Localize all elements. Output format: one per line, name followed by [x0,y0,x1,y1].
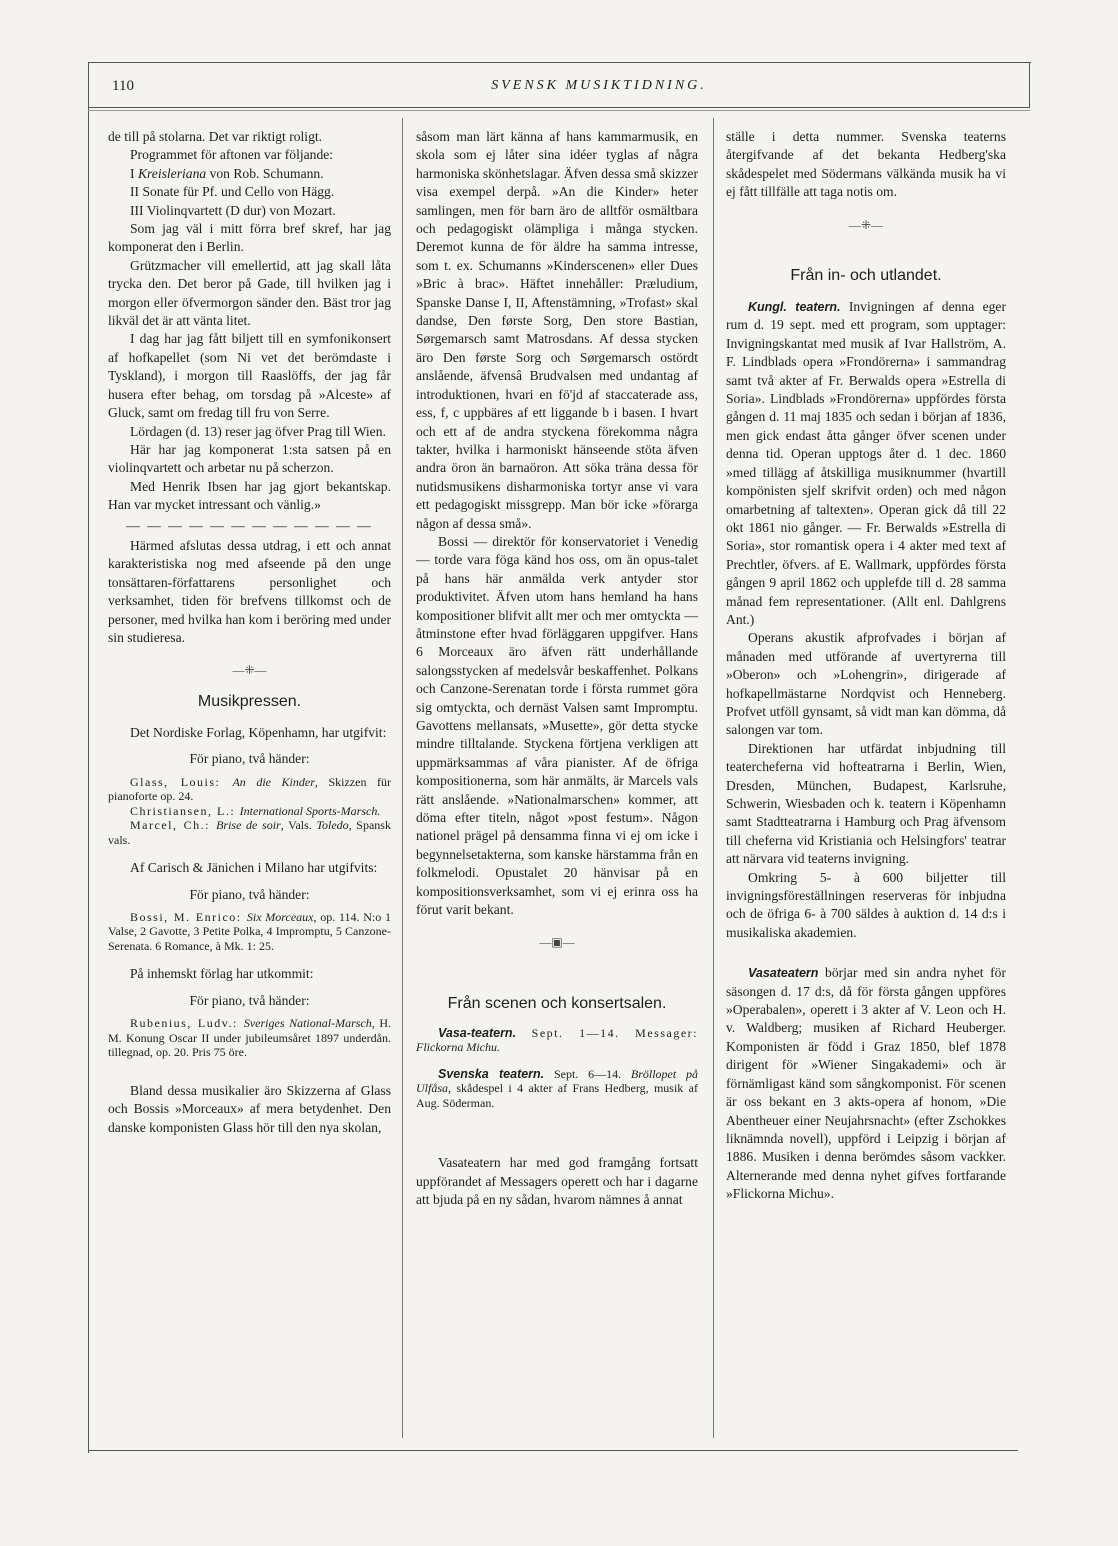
running-title: SVENSK MUSIKTIDNING. [491,78,707,93]
paragraph: Direktionen har utfärdat inbjudning till teatercheferna vid hofteatrarna i Berlin, Wien, Dresden, München, Budapest, Karlsruhe, Schwerin, Wiesbaden och k. teatern i Köpenhamn samt Stadtteatrarna i Hamburg och Prag äfvensom till cheferna vid Kristiania och Helsingfors' teatrar att närvara vid teaterns invigning. [726,740,1006,867]
listing-vasa: Vasa-teatern. Sept. 1—14. Messager: Flickorna Michu. [416,1025,698,1055]
paragraph: Vasateatern har med god framgång fortsatt uppförandet af Messagers operett och har i dagarne att bjuda på en ny sådan, hvarom nämnes å annat [416,1155,698,1208]
page-frame-bottom [88,1450,1018,1451]
paragraph: Här har jag komponerat 1:sta satsen på en violinqvartett och arbetar nu på scherzon. [108,441,391,476]
section-title-utlandet: Från in- och utlandet. [790,267,942,285]
catalog-entry: Christiansen, L.: International Sports-Marsch. [130,803,381,818]
paragraph: Som jag väl i mitt förra bref skref, har jag komponerat den i Berlin. [108,221,391,255]
paragraph: Härmed afslutas dessa utdrag, i ett och annat karakteristiska nog med afseende på den unge tonsättaren-författarens personlighet och verksamhet, tiden för brefvens tillkomst och de personer, med hvilka han kom i beröring med under sin studieresa. [108,537,391,645]
subheading: För piano, två händer: [189,992,310,1008]
paragraph: såsom man lärt känna af hans kammarmusik, en skola som ej låter sina idéer tyglas af några harmoniska skönhetslagar. Äfven dessa små skizzer visa exempel derpå. »An die Kinder» heter samlingen, men för barn äro de alltför osmältbara och pedagogiskt olämpliga i många stycken. Deremot kunna de för äldre ha samma intresse, som t. ex. Schumanns »Kinderscenen» eller Dues »Bric à brac». Häftet innehåller: Præludium, Spanske Danse I, II, Aftenstämning, »Trofast» skal dandse, Den første Sorg, Den store Bastian, Sørgemarsch samt Matrosdans. Af dessa stycken äro Den første Sorg och Sørgemarsch ostördt anslående, äfvensâ Brudvalsen med undantag af introduktionen, hvari en fö'jd af staccaterade ass, ess, f, c uppbäres af ett liggande b i basen. I hvart och ett af de andra styckena förekomma några takter, hvilka i harmoniskt hänseende stöta äfven andra öron än barnaöron. Att söka träna dessa för nutidsmusikens disharmoniska tortyr anse vi vara ett pedagogiskt missgrepp. Man bör icke »förarga någon af dessa små». [416,129,698,531]
ornament-separator: —⁜— [848,217,884,232]
catalog-entry: Rubenius, Ludv.: Sveriges National-Marsch, H. M. Konung Oscar II under jubileumsåret 1897 underdån. tillegnad, op. 20. Pris 75 öre. [108,1016,391,1060]
listing-svenska: Svenska teatern. Sept. 6—14. Bröllopet på Ulfåsa, skådespel i 4 akter af Frans Hedberg, musik af Aug. Söderman. [416,1066,698,1110]
paragraph: Grützmacher vill emellertid, att jag skall låta trycka den. Det beror på Gade, till hvilken jag i morgon eller öfvermorgon sänder den. Bäst tror jag likväl det är att vänta litet. [108,257,391,329]
catalog-entry: Bossi, M. Enrico: Six Morceaux, op. 114. N:o 1 Valse, 2 Gavotte, 3 Petite Polka, 4 Impromptu, 5 Canzone-Serenata. 6 Romance, à Mk. 1: 25. [108,909,392,953]
ornament-separator: —▣— [539,935,575,950]
catalog-entry: Glass, Louis: An die Kinder, Skizzen für pianoforte op. 24. [108,774,391,804]
dash-line: — — — — — — — — — — — — [126,517,373,533]
column-2 [416,128,698,1210]
subheading: För piano, två händer: [189,751,310,767]
header-rule-thin [88,110,1030,111]
section-title-scenen: Från scenen och konsertsalen. [447,994,667,1012]
column-rule-2 [713,118,714,1438]
ornament-separator: —⁜— [232,663,267,678]
program-item-1: I Kreisleriana von Rob. Schumann. [130,165,324,181]
column-3 [726,128,1006,1204]
page-number: 110 [112,78,134,94]
paragraph: Af Carisch & Jänichen i Milano har utgifvits: [130,860,378,876]
paragraph: På inhemskt förlag har utkommit: [130,966,314,982]
paragraph: Bland dessa musikalier äro Skizzerna af Glass och Bossis »Morceaux» af mera betydenhet. Den danske komponisten Glass hör till den nya skolan, [108,1082,391,1135]
paragraph: Det Nordiske Forlag, Köpenhamn, har utgifvit: [130,724,387,740]
paragraph: Omkring 5- à 600 biljetter till invigningsföreställningen reserveras för inbjudna och de öfriga 6- à 700 säldes à auktion d. 14 d:s i musikaliska akademien. [726,869,1006,940]
column-1 [108,128,391,1137]
paragraph: Programmet för aftonen var följande: [130,147,334,163]
header-rule [88,107,1030,108]
program-item-3: III Violinqvartett (D dur) von Mozart. [130,202,336,218]
subheading: För piano, två händer: [189,886,310,902]
section-title-musikpressen: Musikpressen. [197,692,302,710]
column-rule-1 [402,118,403,1438]
paragraph: Vasateatern börjar med sin andra nyhet för säsongen d. 17 d:s, då för första gången uppföres »Operabalen», operett i 3 akter af V. Leon och H. v. Waldberg; musiken af Richard Heuberger. Komponisten är född i Graz 1850, blef 1878 dirigent för »Wiener Singakademi» och är förnämligast känd som sångkomponist. För scenen är oss bekant en 3 akts-opera af honom, »Die Abentheuer einer Neujahrsnacht» (efter Zschokkes liknämnda novell), uppförd i Leipzig i början af 1886. Musiken i denna berömdes såsom vackker. Alternerande med denna nyhet gifves fortfarande »Flickorna Michu». [726,965,1006,1202]
paragraph: Operans akustik afprofvades i början af månaden med utförande af uvertyrerna till »Oberon» och »Lohengrin», dirigerade af hofkapellmästarne Nordqvist och Henneberg. Profvet utföll gynsamt, så vidt man kan dömma, då salongen var tom. [726,630,1006,738]
paragraph: Med Henrik Ibsen har jag gjort bekantskap. Han var mycket intressant och vänlig.» [108,478,391,513]
paragraph: Lördagen (d. 13) reser jag öfver Prag till Wien. [130,423,386,439]
paragraph: de till på stolarna. Det var riktigt roligt. [108,129,323,144]
program-item-2: II Sonate für Pf. und Cello von Hägg. [130,184,335,200]
catalog-entry: Marcel, Ch.: Brise de soir, Vals. Toledo, Spansk vals. [108,818,391,847]
paragraph: Bossi — direktör för konservatoriet i Venedig — torde vara föga känd hos oss, om än opus-talet på hans här anmälda verk antyder stor produktivitet. Äfven utom hans hemland ha hans kompositioner blifvit allt mer och mer omtyckta — åtminstone efter hvad förläggaren uppgifver. Hans 6 Morceaux äro äfven rätt underhållande salongsstycken af medelsvår beskaffenhet. Polkans och Canzone-Serenatan torde i första rummet göra sig omtyckta, och dernäst Valsen samt Impromptu. Gavottens mellansats, »Musette», gör detta stycke mindre tilltalande. Styckena förtjena verkligen att uppmärksammas af våra pianister. Af de öfriga kompositionerna, som här anmälts, är Marcels vals rätt anslående. »Nationalmarschen» kommer, att döma efter titeln, något »post festum». Någon nationel prägel på densamma finna vi ej om icke i begynnelsetakterna, som kanske härstamma från en folkmelodi. Opustalet 20 hänvisar på en kompositionsverksamhet, som vi ej erinra oss ha förut varit bekant. [416,533,698,918]
paragraph: I dag har jag fått biljett till en symfonikonsert af hofkapellet (som Ni vet det berömdaste i Tyskland), i morgon till Raaslöffs, der jag får husera efter behag, om torsdag på »Alceste» af Gluck, samt om fredag till fru von Serre. [108,331,391,421]
paragraph: ställe i detta nummer. Svenska teaterns återgifvande af det bekanta Hedberg'ska skådespelet med Södermans välkända musik ha vi ej fått tillfälle att taga notis om. [726,129,1006,200]
paragraph: Kungl. teatern. Invigningen af denna eger rum d. 19 sept. med ett program, som upptager: Invigningskantat med musik af Ivar Hallström, A. F. Lindblads opera »Frondörerna» i sammandrag samt två akter af Fr. Berwalds opera »Estrella di Soria». Lindblads »Frondörerna» uppfördes första gången d. 11 maj 1835 och sedan i början af 1836, men gick endast åtta gånger öfver scenen under denna tid. Operan upptogs åter d. 1 dec. 1860 »med tillägg af åtskilliga musiknummer (hvartill kompönisten sjelf skrifvit orden) och med någon omarbetning af taltexten». Operan gick då till 22 okt 1861 nio gånger. — Fr. Berwalds »Estrella di Soria», stor romantisk opera i 4 akter med text af Prechtler, öfvers. af E. Wallmark, uppfördes första gången 9 april 1862 och upplefde till d. 28 samma månad fem representationer. (Allt enl. Dahlgrens Ant.) [726,299,1006,627]
